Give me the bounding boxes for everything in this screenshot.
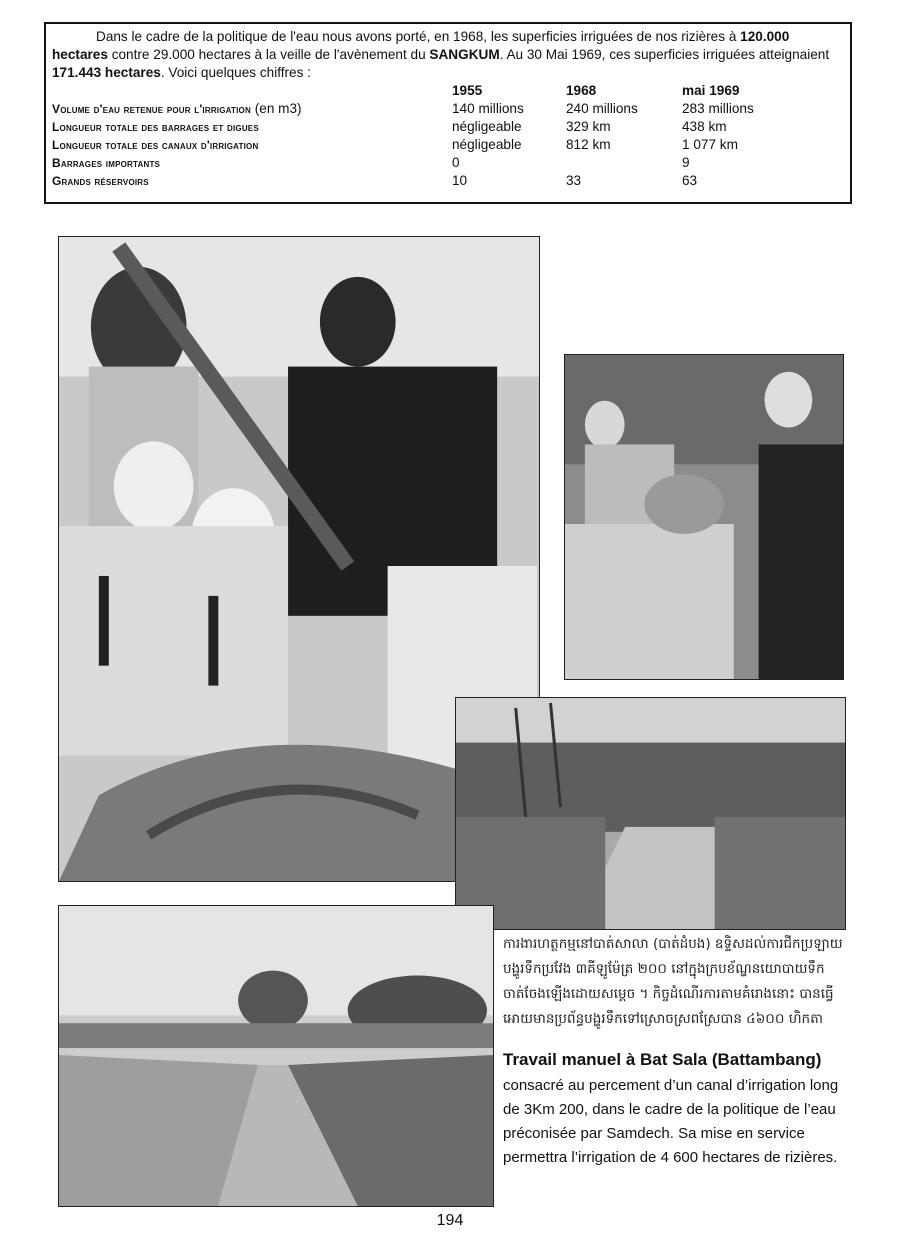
row-label-text: Barrages importants (52, 156, 161, 170)
photo-workers-digging-drawing (456, 698, 845, 929)
table-row (52, 154, 844, 172)
photo-workers-digging (455, 697, 846, 930)
cell-1955: 0 (452, 155, 460, 170)
cell-1955: négligeable (452, 137, 522, 152)
table-row (52, 118, 844, 136)
cell-1955: négligeable (452, 119, 522, 134)
row-label-unit: (en m3) (250, 101, 302, 116)
cell-1969: 9 (682, 155, 690, 170)
intro-bold-sangkum: SANGKUM (429, 47, 500, 62)
row-label (52, 172, 149, 190)
intro-bold-hectares-1969: 171.443 hectares (52, 65, 161, 80)
intro-text-4: . Voici quelques chiffres : (160, 65, 311, 80)
caption-title: Travail manuel à Bat Sala (Battambang) (503, 1050, 822, 1069)
table-row (52, 172, 844, 190)
figures-table (52, 82, 844, 190)
page-number: 194 (436, 1212, 464, 1229)
intro-paragraph (52, 28, 844, 82)
photo-canal-landscape (58, 905, 494, 1207)
row-label (52, 100, 302, 118)
header-1969: mai 1969 (682, 83, 740, 98)
cell-1968: 33 (566, 173, 582, 188)
header-1955: 1955 (452, 83, 483, 98)
statistics-box (44, 22, 852, 204)
cell-1968: 812 km (566, 137, 611, 152)
cell-1968: 240 millions (566, 101, 638, 116)
intro-bold-hectares-1968: 120.000 hectares (52, 29, 790, 62)
photo-canal-landscape-drawing (59, 906, 493, 1206)
table-row (52, 136, 844, 154)
photo-crowd-greeting (564, 354, 844, 680)
intro-text-2: contre 29.000 hectares à la veille de l'avènement du (107, 47, 430, 62)
row-label-text: Longueur totale des canaux d'irrigation (52, 138, 259, 152)
row-label-text: Grands réservoirs (52, 174, 149, 188)
intro-text-1: Dans le cadre de la politique de l'eau nous avons porté, en 1968, les superficies irriguées de nos rizières à (96, 29, 741, 44)
cell-1955: 140 millions (452, 101, 524, 116)
cell-1969: 1 077 km (682, 137, 738, 152)
caption-body: consacré au percement d’un canal d’irrigation long de 3Km 200, dans le cadre de la politique de l’eau préconisée par Samdech. Sa mise en service permettra l’irrigation de 4 600 hectares de rizières. (503, 1077, 839, 1166)
cell-1968: 329 km (566, 119, 611, 134)
cell-1969: 63 (682, 173, 698, 188)
cell-1969: 438 km (682, 119, 727, 134)
row-label-text: Volume d'eau retenue pour l'irrigation (52, 102, 251, 116)
intro-text-3: . Au 30 Mai 1969, ces superficies irriguées atteignaient (499, 47, 830, 62)
photo-crowd-greeting-drawing (565, 355, 843, 679)
cell-1955: 10 (452, 173, 468, 188)
row-label (52, 118, 259, 136)
header-1968: 1968 (566, 83, 597, 98)
cell-1969: 283 millions (682, 101, 754, 116)
table-row (52, 100, 844, 118)
caption-khmer: ការងារហត្ថកម្មនៅបាត់សាលា (បាត់ដំបង) ឧទ្ទិសដល់ការជីកប្រឡាយបង្ហូរទឹកប្រវែង ៣គីឡូម៉ែត្រ ២០០ នៅក្នុងក្របខ័ណ្ឌនយោបាយទឹកចាត់ចែងឡើងដោយសម្ដេច ។ កិច្ចដំណើរការតាមគំរោងនោះ បានធ្វើអោយមានប្រព័ន្ធបង្ហូរទឹកទៅស្រោចស្រពស្រែបាន ៤៦០០ ហិកតា (503, 936, 843, 1027)
row-label-text: Longueur totale des barrages et digues (52, 120, 259, 134)
row-label (52, 136, 258, 154)
table-header-row (52, 82, 844, 100)
row-label (52, 154, 160, 172)
